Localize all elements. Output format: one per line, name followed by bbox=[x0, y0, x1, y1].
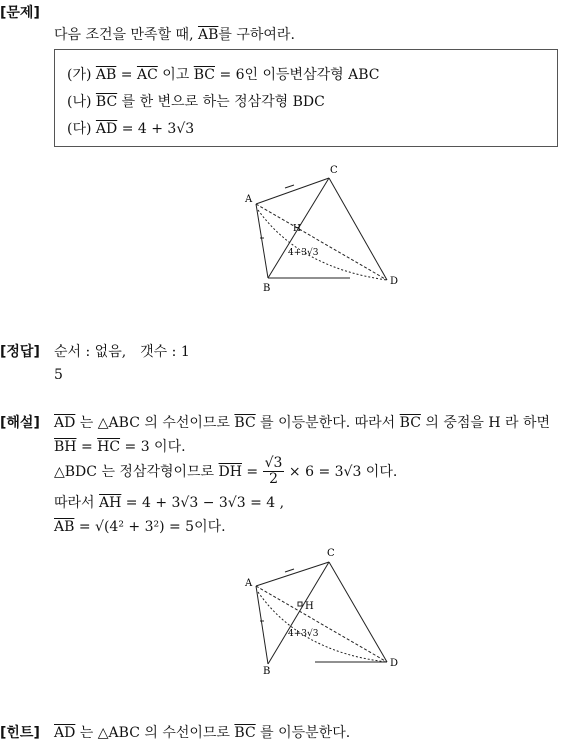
condition-ga: (가) $\overline{AB} = \overline{AC}$ 이고 $\overline{BC} = 6$인 이등변삼각형 ABC bbox=[67, 67, 380, 83]
label-d-2: D bbox=[390, 658, 399, 669]
label-a-2: A bbox=[245, 578, 253, 589]
label-d: D bbox=[390, 276, 399, 287]
solution-line-1: $\overline{AD}$ 는 △ABC 의 수선이므로 $\overline{BC}$ 를 이등분한다. 따라서 $\overline{BC}$ 의 중점을 H 라 하면 bbox=[54, 415, 551, 431]
solution-tag: [해설] bbox=[0, 415, 40, 431]
answer-line-2: 5 bbox=[54, 367, 63, 383]
answer-tag: [정답] bbox=[0, 344, 40, 360]
condition-da: (다) $\overline{AD} = 4 + 3√3$ bbox=[67, 121, 195, 137]
fraction-sqrt3-over-2: $\frac{√3}{2}$ bbox=[264, 455, 283, 488]
solution-line-3: △BDC 는 정삼각형이므로 $\overline{DH}$ = $\frac{√3}{2}$ × 6 = 3√3 이다. bbox=[54, 455, 398, 488]
label-ad-length: 4+3√3 bbox=[288, 248, 319, 258]
solution-figure bbox=[230, 544, 410, 680]
label-h: H bbox=[293, 224, 301, 234]
solution-line-5: $\overline{AB} = √(4^2 + 3^2) = 5$이다. bbox=[54, 519, 226, 535]
solution-line-2: $\overline{BH} = \overline{HC} = 3$ 이다. bbox=[54, 439, 186, 455]
label-b: B bbox=[263, 283, 271, 294]
condition-na: (나) $\overline{BC}$ 를 한 변으로 하는 정삼각형 BDC bbox=[67, 94, 325, 110]
label-ad-length-2: 4+3√3 bbox=[288, 629, 319, 639]
label-a: A bbox=[245, 194, 253, 205]
problem-figure bbox=[230, 158, 410, 294]
problem-statement: 다음 조건을 만족할 때, $\overline{AB}$를 구하여라. bbox=[54, 27, 295, 43]
problem-tag: [문제] bbox=[0, 5, 40, 21]
hint-line: $\overline{AD}$ 는 △ABC 의 수선이므로 $\overline{BC}$ 를 이등분한다. bbox=[54, 725, 351, 741]
label-h-2: H bbox=[305, 601, 314, 612]
conditions-box bbox=[54, 49, 558, 147]
label-b-2: B bbox=[263, 666, 271, 677]
solution-line-4: 따라서 $\overline{AH} = 4 + 3√3 - 3√3 = 4$ , bbox=[54, 495, 285, 511]
label-c-2: C bbox=[327, 548, 335, 559]
label-c: C bbox=[330, 165, 338, 176]
answer-line-1: 순서 : 없음, 갯수 : 1 bbox=[54, 344, 190, 360]
hint-tag: [힌트] bbox=[0, 725, 40, 741]
